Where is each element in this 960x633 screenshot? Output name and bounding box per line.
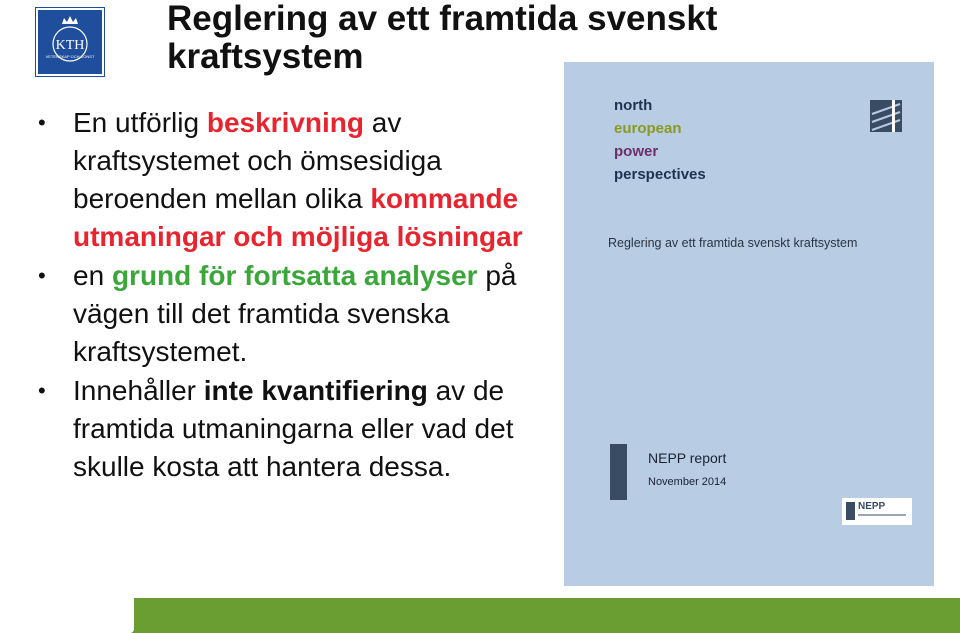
bullet-item-1 <box>38 104 558 256</box>
cover-accent-bar <box>610 444 627 500</box>
brand-power: power <box>614 143 659 160</box>
bullet-segment: av kraftsystemet och ömsesidiga beroenden mellan olika <box>73 107 442 214</box>
svg-text:KTH: KTH <box>55 38 85 53</box>
bullet-segment: av de framtida utmaningarna eller vad det skulle kosta att hantera dessa. <box>73 375 514 482</box>
brand-perspectives: perspectives <box>614 166 706 183</box>
cover-brand <box>614 94 706 186</box>
nepp-badge-icon <box>846 502 855 520</box>
footer-notch <box>0 598 134 633</box>
brand-european: european <box>614 120 682 137</box>
bullet-segment: beskrivning <box>206 107 365 138</box>
bullet-segment: en <box>73 260 112 291</box>
bullet-item-3 <box>38 372 558 486</box>
bullet-text <box>73 260 517 367</box>
nepp-mark-icon <box>870 100 902 132</box>
kth-logo <box>36 8 104 76</box>
bullet-dot: • <box>38 263 46 288</box>
report-cover-image <box>564 62 934 586</box>
bullet-item-2 <box>38 257 558 371</box>
nepp-badge <box>842 498 912 525</box>
cover-title: Reglering av ett framtida svenskt kraftsystem <box>608 236 858 250</box>
bullet-list <box>38 104 558 487</box>
bullet-segment: kommande utmaningar och möjliga lösningar <box>73 183 523 252</box>
footer-band <box>120 598 960 633</box>
nepp-badge-text: NEPP <box>858 501 886 512</box>
bullet-text <box>73 107 523 252</box>
bullet-segment: grund för fortsatta analyser <box>111 260 478 291</box>
bullet-dot: • <box>38 110 46 135</box>
cover-date: November 2014 <box>648 476 727 488</box>
bullet-segment: på vägen till det framtida svenska kraftsystemet. <box>73 260 517 367</box>
bullet-segment: Innehåller <box>73 375 204 406</box>
brand-north: north <box>614 97 653 114</box>
nepp-badge-rule <box>858 514 906 516</box>
bullet-segment: En utförlig <box>73 107 207 138</box>
cover-report-label: NEPP report <box>648 450 727 466</box>
bullet-segment: inte kvantifiering <box>203 375 428 406</box>
bullet-text <box>73 375 513 482</box>
kth-crown-seal-icon <box>38 10 102 74</box>
svg-text:VETENSKAP OCH KONST: VETENSKAP OCH KONST <box>45 54 95 59</box>
page-title: Reglering av ett framtida svenskt kraftsystem <box>167 0 718 76</box>
bullet-dot: • <box>38 378 46 403</box>
